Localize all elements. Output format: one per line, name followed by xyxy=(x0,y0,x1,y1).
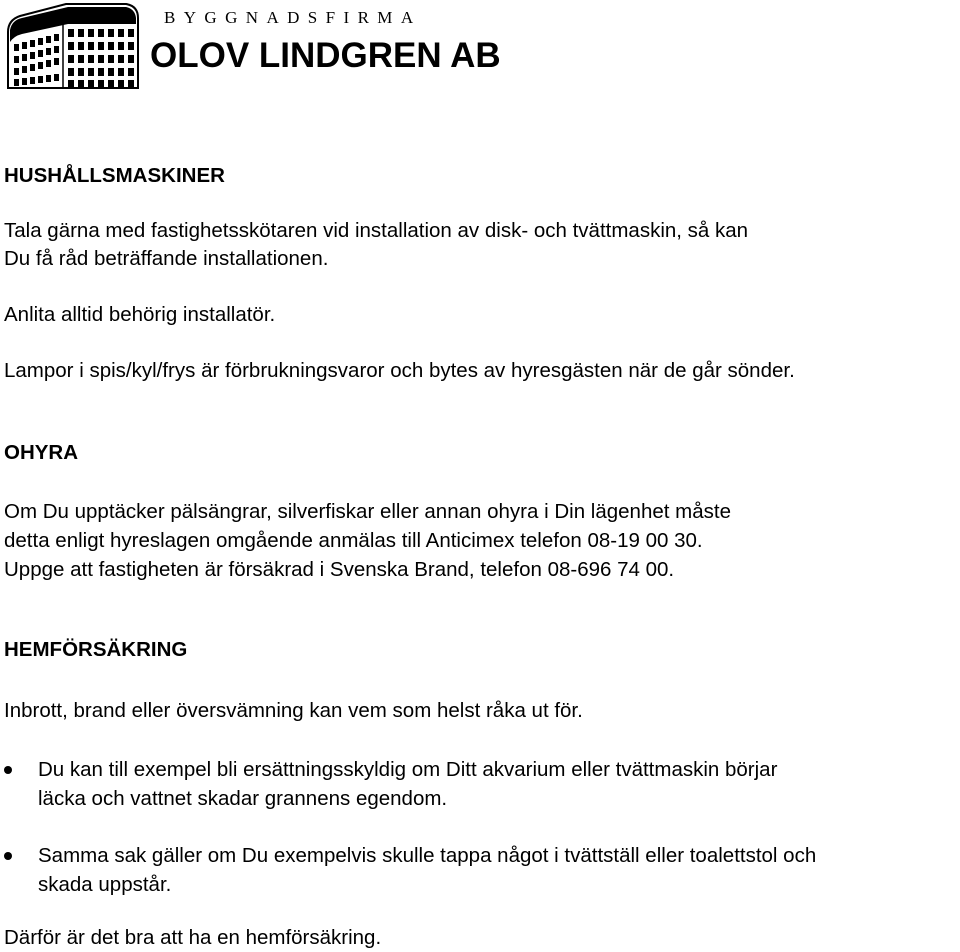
heading-hushallsmaskiner: HUSHÅLLSMASKINER xyxy=(4,164,225,187)
ohyra-line-3: Uppge att fastigheten är försäkrad i Svenska Brand, telefon 08-696 74 00. xyxy=(4,558,675,581)
bullet-line-2: skada uppstår. xyxy=(38,873,172,896)
bullet-dot xyxy=(4,766,12,774)
hushall-lampor-text: Lampor i spis/kyl/frys är förbrukningsvaror och bytes av hyresgästen när de går sönder. xyxy=(4,359,795,382)
hushall-installator-text: Anlita alltid behörig installatör. xyxy=(4,303,276,326)
hushall-paragraph-line-1: Tala gärna med fastighetsskötaren vid installation av disk- och tvättmaskin, så kan xyxy=(4,219,749,242)
building-logo xyxy=(6,2,140,90)
bullet-line-1: Samma sak gäller om Du exempelvis skulle tappa något i tvättställ eller toalettstol och xyxy=(38,844,817,867)
heading-hemforsakring: HEMFÖRSÄKRING xyxy=(4,638,188,661)
ohyra-line-2: detta enligt hyreslagen omgående anmälas till Anticimex telefon 08-19 00 30. xyxy=(4,529,703,552)
letterhead xyxy=(0,0,960,90)
hemforsakring-intro: Inbrott, brand eller översvämning kan vem som helst råka ut för. xyxy=(4,699,583,722)
bullet-line-2: läcka och vattnet skadar grannens egendom. xyxy=(38,787,448,810)
hushall-paragraph-line-2: Du få råd beträffande installationen. xyxy=(4,247,329,270)
ohyra-line-1: Om Du upptäcker pälsängrar, silverfiskar eller annan ohyra i Din lägenhet måste xyxy=(4,500,731,523)
heading-ohyra: OHYRA xyxy=(4,441,79,464)
hemforsakring-closing: Därför är det bra att ha en hemförsäkring. xyxy=(4,926,382,949)
company-name: OLOV LINDGREN AB xyxy=(150,36,501,75)
list-item xyxy=(4,842,960,900)
bullet-line-1: Du kan till exempel bli ersättningsskyldig om Ditt akvarium eller tvättmaskin börjar xyxy=(38,758,778,781)
list-item xyxy=(4,756,960,814)
bullet-dot xyxy=(4,852,12,860)
company-subtitle: BYGGNADSFIRMA xyxy=(164,8,422,27)
